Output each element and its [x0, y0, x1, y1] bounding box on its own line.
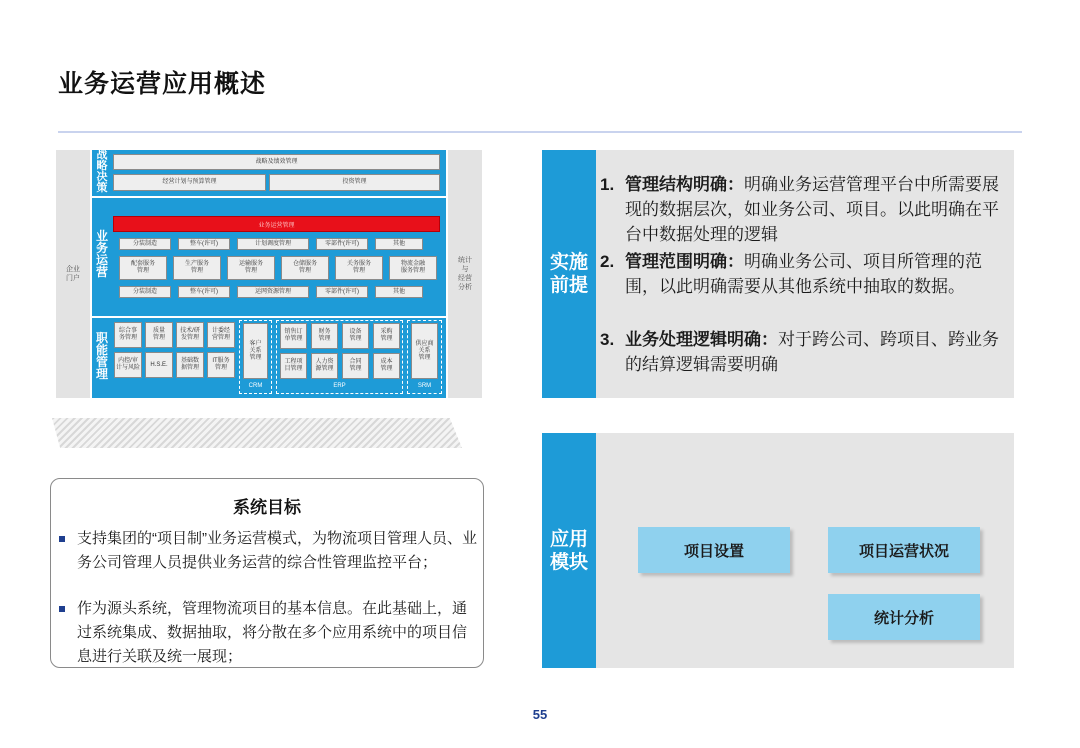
bullet-square-icon — [59, 536, 65, 542]
premise-heading: 管理范围明确： — [625, 252, 744, 271]
goal-text: 作为源头系统，管理物流项目的基本信息。在此基础上，通过系统集成、数据抽取，将分散在多个应用系统中的项目信息进行关联及统一展现； — [77, 600, 468, 665]
premise-number: 3. — [600, 330, 615, 349]
premise-item — [600, 172, 1010, 247]
ops-r1-box: 其他 — [375, 238, 423, 250]
goal-item — [59, 527, 479, 575]
project-settings-button[interactable]: 项目设置 — [638, 527, 790, 573]
statistics-analysis-button[interactable]: 统计分析 — [828, 594, 980, 640]
architecture-diagram — [56, 150, 482, 400]
ops-r1-box: 计划调度管理 — [237, 238, 309, 250]
ops-service-box: 关务服务 管理 — [335, 256, 383, 280]
erp-label: ERP — [333, 383, 346, 389]
functions-label: 职 能 管 理 — [95, 331, 108, 381]
functions-band — [92, 318, 446, 398]
operations-header-box: 业务运营管理 — [113, 216, 440, 232]
modules-tag: 应用 模块 — [542, 433, 596, 668]
goal-text: 支持集团的“项目制”业务运营模式，为物流项目管理人员、业务公司管理人员提供业务运营的综合性管理监控平台； — [77, 530, 477, 571]
premise-number: 2. — [600, 252, 615, 271]
premise-heading: 管理结构明确： — [625, 175, 744, 194]
erp-box: 合同 管理 — [342, 353, 369, 379]
ops-r1-box: 整车(许可) — [178, 238, 230, 250]
function-box: 计委经 营管理 — [207, 322, 235, 348]
function-box: H.S.E. — [145, 352, 173, 378]
function-box: 综合事 务管理 — [114, 322, 142, 348]
ops-service-box: 运输服务 管理 — [227, 256, 275, 280]
function-box: 技术/研 发管理 — [176, 322, 204, 348]
diagram-base-shadow — [52, 418, 462, 448]
erp-box: 设备 管理 — [342, 323, 369, 349]
bullet-square-icon — [59, 606, 65, 612]
premise-text: 明确业务公司、项目所管理的范围，以此明确需要从其他系统中抽取的数据。 — [625, 252, 982, 296]
srm-box: 供应商 关系 管理 — [411, 323, 438, 379]
strategy-band — [92, 150, 446, 196]
operations-band — [92, 198, 446, 316]
premise-item — [600, 249, 1010, 299]
erp-box: 采购 管理 — [373, 323, 400, 349]
ops-r3-box: 整车(许可) — [178, 286, 230, 298]
erp-box: 销售订 单管理 — [280, 323, 307, 349]
function-box: 质量 管理 — [145, 322, 173, 348]
enterprise-portal-column: 企业 门户 — [56, 150, 90, 398]
premise-item — [600, 327, 1010, 377]
investment-box: 投资管理 — [269, 174, 440, 191]
erp-box: 工程项 目管理 — [280, 353, 307, 379]
system-goals-box — [50, 478, 484, 668]
ops-service-box: 仓储服务 管理 — [281, 256, 329, 280]
system-goals-title: 系统目标 — [233, 498, 301, 517]
goal-item — [59, 597, 479, 669]
operations-label: 业 务 运 营 — [95, 229, 108, 279]
ops-service-box: 物流金融 服务管理 — [389, 256, 437, 280]
erp-box: 财务 管理 — [311, 323, 338, 349]
strategy-label: 战 略 决 策 — [96, 149, 108, 194]
function-box: 基础数 据管理 — [176, 352, 204, 378]
premise-text: 明确业务运营管理平台中所需要展现的数据层次，如业务公司、项目。以此明确在平台中数据处理的逻辑 — [625, 175, 999, 244]
ops-r3-box: 分装制造 — [119, 286, 171, 298]
ops-r1-box: 分装制造 — [119, 238, 171, 250]
page-title: 业务运营应用概述 — [58, 70, 267, 98]
erp-box: 人力资 源管理 — [311, 353, 338, 379]
page-number: 55 — [532, 707, 548, 722]
crm-label: CRM — [248, 383, 263, 389]
premise-heading: 业务处理逻辑明确： — [625, 330, 778, 349]
crm-group — [239, 320, 272, 394]
srm-group — [407, 320, 442, 394]
statistics-analysis-column: 统计 与 经营 分析 — [448, 150, 482, 398]
premise-tag: 实施 前提 — [542, 150, 596, 398]
project-status-button[interactable]: 项目运营状况 — [828, 527, 980, 573]
erp-group — [276, 320, 403, 394]
title-divider — [58, 131, 1022, 133]
function-box: IT服务 管理 — [207, 352, 235, 378]
premise-text: 对于跨公司、跨项目、跨业务的结算逻辑需要明确 — [625, 330, 999, 374]
ops-service-box: 配套服务 管理 — [119, 256, 167, 280]
budget-box: 经营计划与预算管理 — [113, 174, 266, 191]
crm-box: 客户 关系 管理 — [243, 323, 268, 379]
ops-r3-box: 零部件(许可) — [316, 286, 368, 298]
srm-label: SRM — [417, 383, 432, 389]
ops-r1-box: 零部件(许可) — [316, 238, 368, 250]
ops-r3-box: 其他 — [375, 286, 423, 298]
ops-service-box: 生产服务 管理 — [173, 256, 221, 280]
function-box: 内控/审 计与风险 — [114, 352, 142, 378]
strategy-performance-box: 战略及绩效管理 — [113, 154, 440, 170]
ops-r3-box: 运网资源管理 — [237, 286, 309, 298]
erp-box: 成本 管理 — [373, 353, 400, 379]
premise-number: 1. — [600, 175, 615, 194]
